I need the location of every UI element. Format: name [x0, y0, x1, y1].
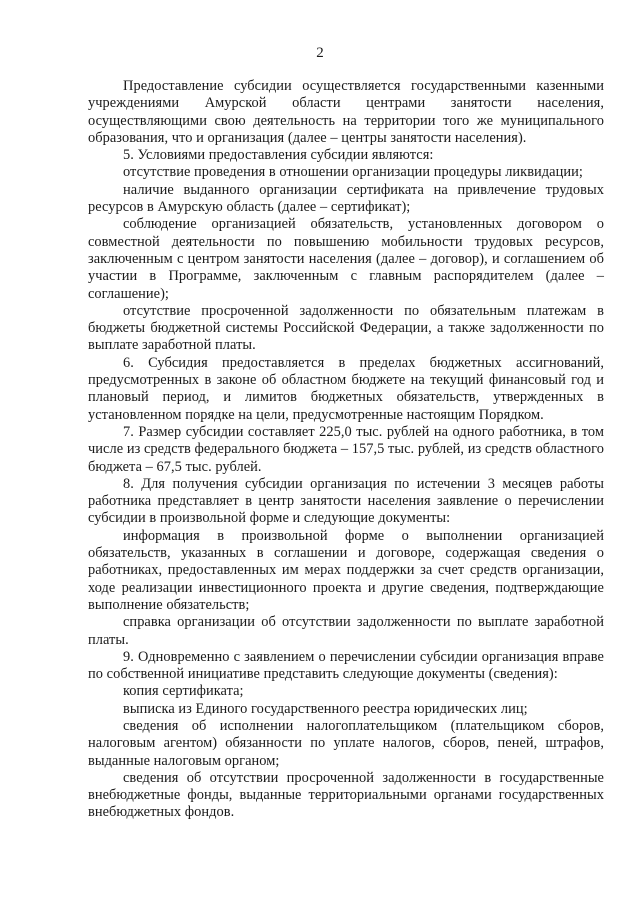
- paragraph-condition-certificate: наличие выданного организации сертификата на привлечение трудовых ресурсов в Амурскую область (далее – сертификат);: [88, 181, 604, 216]
- paragraph-doc-salary-certificate: справка организации об отсутствии задолженности по выплате заработной платы.: [88, 614, 604, 648]
- paragraph-doc-funds-info: сведения об отсутствии просроченной задолженности в государственные внебюджетные фонды, выданные территориальными органами государственных внебюджетных фондов.: [88, 769, 604, 821]
- paragraph-doc-registry-extract: выписка из Единого государственного реестра юридических лиц;: [123, 700, 528, 717]
- paragraph-doc-tax-info: сведения об исполнении налогоплательщиком (плательщиком сборов, налоговым агентом) обязанности по уплате налогов, сборов, пеней, штрафов, выданные налоговым органом;: [88, 717, 604, 769]
- paragraph-subsidy-providers: Предоставление субсидии осуществляется государственными казенными учреждениями Амурской области центрами занятости населения, осуществляющими свою деятельность на территории того же муниципального образования, что и организация (далее – центры занятости населения).: [88, 78, 604, 146]
- page-number: 2: [316, 45, 324, 61]
- paragraph-condition-no-liquidation: отсутствие проведения в отношении организации процедуры ликвидации;: [123, 164, 583, 181]
- paragraph-budget-limits: 6. Субсидия предоставляется в пределах бюджетных ассигнований, предусмотренных в законе об областном бюджете на текущий финансовый год и плановый период, и лимитов бюджетных обязательств, утвержденных в установленном порядке на цели, предусмотренные настоящим Порядком.: [88, 354, 604, 423]
- paragraph-conditions-heading: 5. Условиями предоставления субсидии являются:: [123, 147, 434, 164]
- document-body: [88, 78, 604, 822]
- paragraph-condition-no-debt: отсутствие просроченной задолженности по обязательным платежам в бюджеты бюджетной системы Российской Федерации, а также задолженности по выплате заработной платы.: [88, 302, 604, 354]
- paragraph-subsidy-amount: 7. Размер субсидии составляет 225,0 тыс. рублей на одного работника, в том числе из средств федерального бюджета – 157,5 тыс. рублей, из средств областного бюджета – 67,5 тыс. рублей.: [88, 423, 604, 475]
- paragraph-condition-obligations: соблюдение организацией обязательств, установленных договором о совместной деятельности по повышению мобильности трудовых ресурсов, заключенным с центром занятости населения (далее – договор), и соглашением об участии в Программе, заключенным с главным распорядителем (далее – соглашение);: [88, 216, 604, 302]
- paragraph-doc-certificate-copy: копия сертификата;: [123, 683, 244, 700]
- paragraph-optional-documents: 9. Одновременно с заявлением о перечислении субсидии организация вправе по собственной инициативе представить следующие документы (сведения):: [88, 648, 604, 683]
- paragraph-doc-information: информация в произвольной форме о выполнении организацией обязательств, указанных в соглашении и договоре, содержащая сведения о работниках, предоставленных им мерах поддержки за счет средств организации, ходе реализации инвестиционного проекта и другие сведения, подтверждающие выполнение обязательств;: [88, 527, 604, 613]
- paragraph-application-procedure: 8. Для получения субсидии организация по истечении 3 месяцев работы работника представляет в центр занятости населения заявление о перечислении субсидии в произвольной форме и следующие документы:: [88, 475, 604, 527]
